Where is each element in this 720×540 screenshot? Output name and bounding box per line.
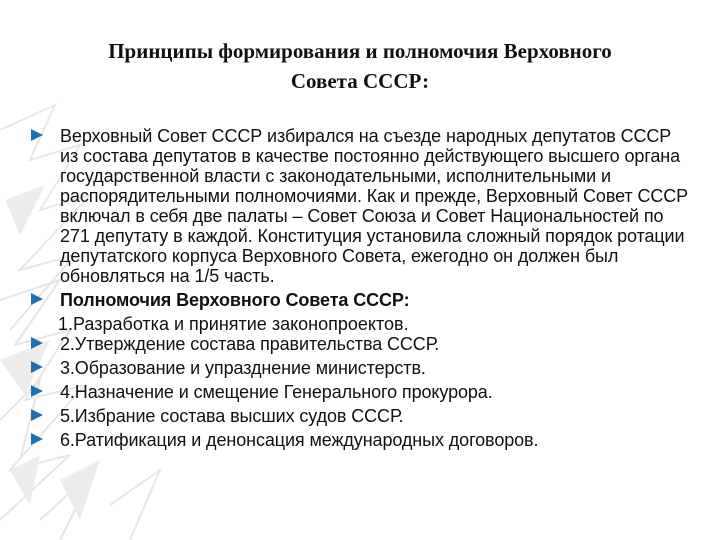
triangle-right-icon (30, 291, 46, 309)
bullet-item-power-2 (30, 334, 690, 354)
triangle-right-icon (30, 127, 46, 145)
power-item-2: 2.Утверждение состава правительства СССР. (60, 334, 440, 354)
power-item-6: 6.Ратификация и денонсация международных договоров. (60, 430, 539, 450)
triangle-right-icon (30, 383, 46, 401)
bullet-item-powers-heading (30, 290, 690, 310)
bullet-item-power-4 (30, 382, 690, 402)
power-item-3: 3.Образование и упразднение министерств. (60, 358, 426, 378)
slide-title (40, 36, 680, 96)
title-line-1: Принципы формирования и полномочия Верховного (108, 39, 612, 63)
title-line-2: Совета СССР: (290, 69, 430, 93)
bullet-item-power-6 (30, 430, 690, 450)
triangle-right-icon (30, 407, 46, 425)
power-item-4: 4.Назначение и смещение Генерального прокурора. (60, 382, 493, 402)
triangle-right-icon (30, 335, 46, 353)
description-paragraph: Верховный Совет СССР избирался на съезде народных депутатов СССР из состава депутатов в качестве постоянно действующего высшего органа государственной власти с законодательными, исполнительными и распорядительными полномочиями. Как и прежде, Верховный Совет СССР включал в себя две палаты – Совет Союза и Совет Национальностей по 271 депутату в каждой. Конституция установила сложный порядок ротации депутатского корпуса Верховного Совета, ежегодно он должен был обновляться на 1/5 часть. (60, 126, 689, 286)
triangle-right-icon (30, 359, 46, 377)
bullet-item-description (30, 126, 690, 286)
slide-content (30, 126, 690, 450)
power-item-1: 1.Разработка и принятие законопроектов. (58, 314, 409, 334)
bullet-item-power-3 (30, 358, 690, 378)
powers-heading: Полномочия Верховного Совета СССР: (60, 290, 410, 310)
bullet-item-power-5 (30, 406, 690, 426)
power-item-5: 5.Избрание состава высших судов СССР. (60, 406, 404, 426)
triangle-right-icon (30, 431, 46, 449)
